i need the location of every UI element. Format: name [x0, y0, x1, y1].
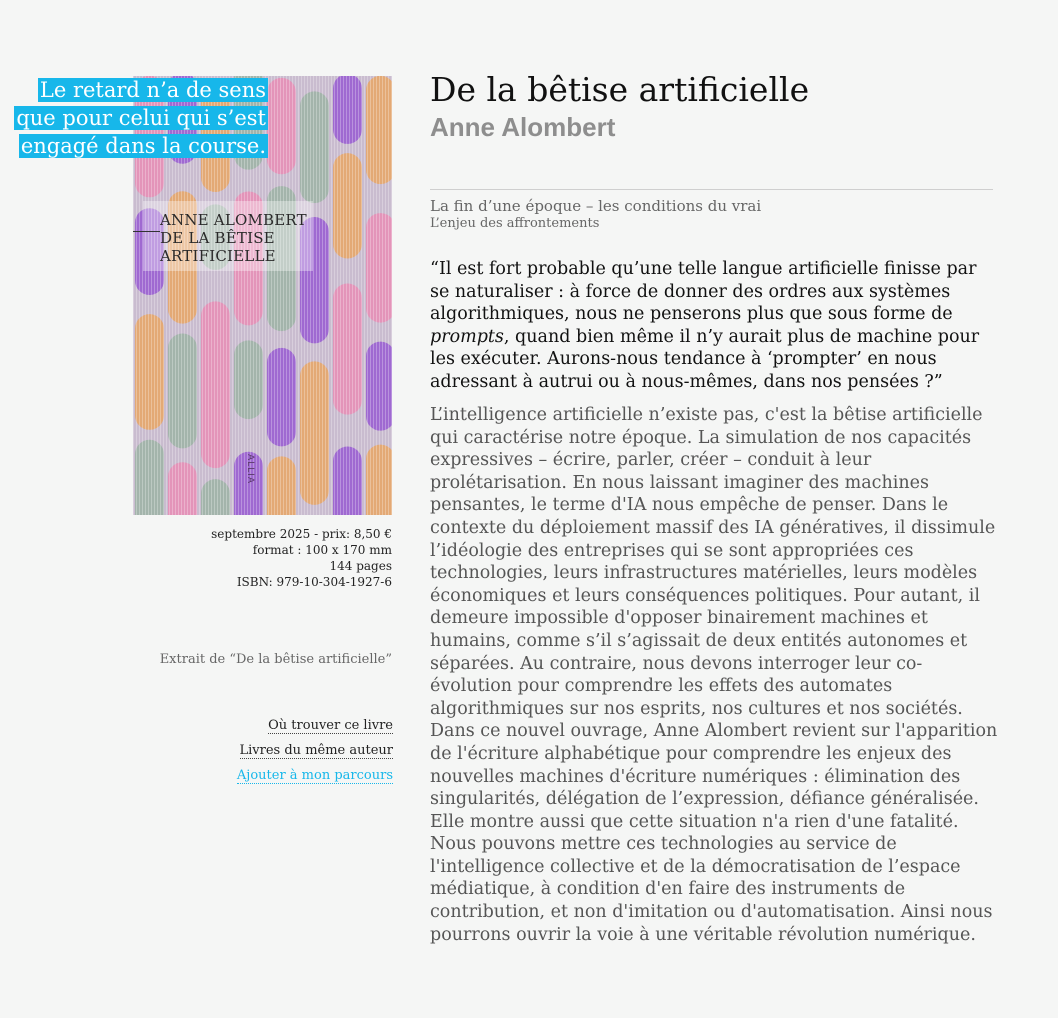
collection-name[interactable]: La fin d’une époque – les conditions du vrai [430, 197, 762, 215]
tagline-line2: que pour celui qui s’est [16, 106, 266, 130]
tagline [0, 76, 268, 160]
excerpt-link[interactable]: Extrait de “De la bêtise artificielle” [159, 652, 392, 667]
quote-part2: , quand bien même il n’y aurait plus de machine pour les exécuter. Aurons-nous tendance à ‘prompter’ en nous adressant à autrui ou à nous-mêmes, dans nos pensées ?” [430, 326, 980, 392]
subcollection-name: L’enjeu des affrontements [430, 216, 600, 231]
book-author[interactable]: Anne Alombert [430, 112, 616, 142]
cover-title-line1: DE LA BÊTISE [160, 229, 275, 247]
book-description: L’intelligence artificielle n’existe pas, c'est la bêtise artificielle qui caractérise notre époque. La simulation de nos capacités expressives – écrire, parler, créer – conduit à leur prolétarisation. En nous laissant imaginer des machines pensantes, le terme d'IA nous empêche de penser. Dans le contexte du déploiement massif des IA génératives, il dissimule l’idéologie des entreprises qui se sont appropriées ces technologies, leurs infrastructures matérielles, leurs modèles économiques et leurs conséquences politiques. Pour autant, il demeure impossible d'opposer binairement machines et humains, comme s’il s’agissait de deux entités autonomes et séparées. Au contraire, nous devons interroger leur co-évolution pour comprendre les effets des automates algorithmiques sur nos esprits, nos cultures et nos sociétés. Dans ce nouvel ouvrage, Anne Alombert revient sur l'apparition de l'écriture alphabétique pour comprendre les enjeux des nouvelles machines d'écriture numériques : élimination des singularités, délégation de l’expression, défiance généralisée. Elle montre aussi que cette situation n'a rien d'une fatalité. Nous pouvons mettre ces technologies au service de l'intelligence collective et de la démocratisation de l’espace médiatique, à condition d'en faire des instruments de contribution, et non d'imitation ou d'automatisation. Ainsi nous pourrons ouvrir la voie à une véritable révolution numérique. [430, 405, 998, 945]
same-author-link[interactable]: Livres du même auteur [239, 743, 393, 758]
book-links [133, 713, 393, 788]
tagline-line1: Le retard n’a de sens [39, 78, 266, 102]
cover-title-line2: ARTIFICIELLE [160, 247, 276, 265]
tagline-line3: engagé dans la course. [20, 134, 266, 158]
where-to-find-link[interactable]: Où trouver ce livre [268, 718, 393, 733]
cover-author: ANNE ALOMBERT [160, 211, 307, 229]
spec-isbn: ISBN: 979-10-304-1927-6 [236, 575, 392, 589]
book-specs [133, 526, 392, 590]
book-title: De la bêtise artificielle [430, 70, 810, 109]
spec-pages: 144 pages [329, 559, 392, 573]
cover-rule [133, 231, 160, 232]
quote-emphasis: prompts [430, 326, 504, 347]
spec-date-price: septembre 2025 - prix: 8,50 € [211, 527, 392, 541]
divider [430, 189, 993, 190]
cover-publisher: ALLIA [245, 454, 255, 484]
spec-format: format : 100 x 170 mm [252, 543, 392, 557]
add-to-path-link[interactable]: Ajouter à mon parcours [236, 768, 393, 783]
quote-part1: “Il est fort probable qu’une telle langue artificielle finisse par se naturaliser : à force de donner des ordres aux systèmes algorithmiques, nous ne penserons plus que sous forme de [430, 259, 977, 324]
book-quote [430, 258, 1000, 393]
